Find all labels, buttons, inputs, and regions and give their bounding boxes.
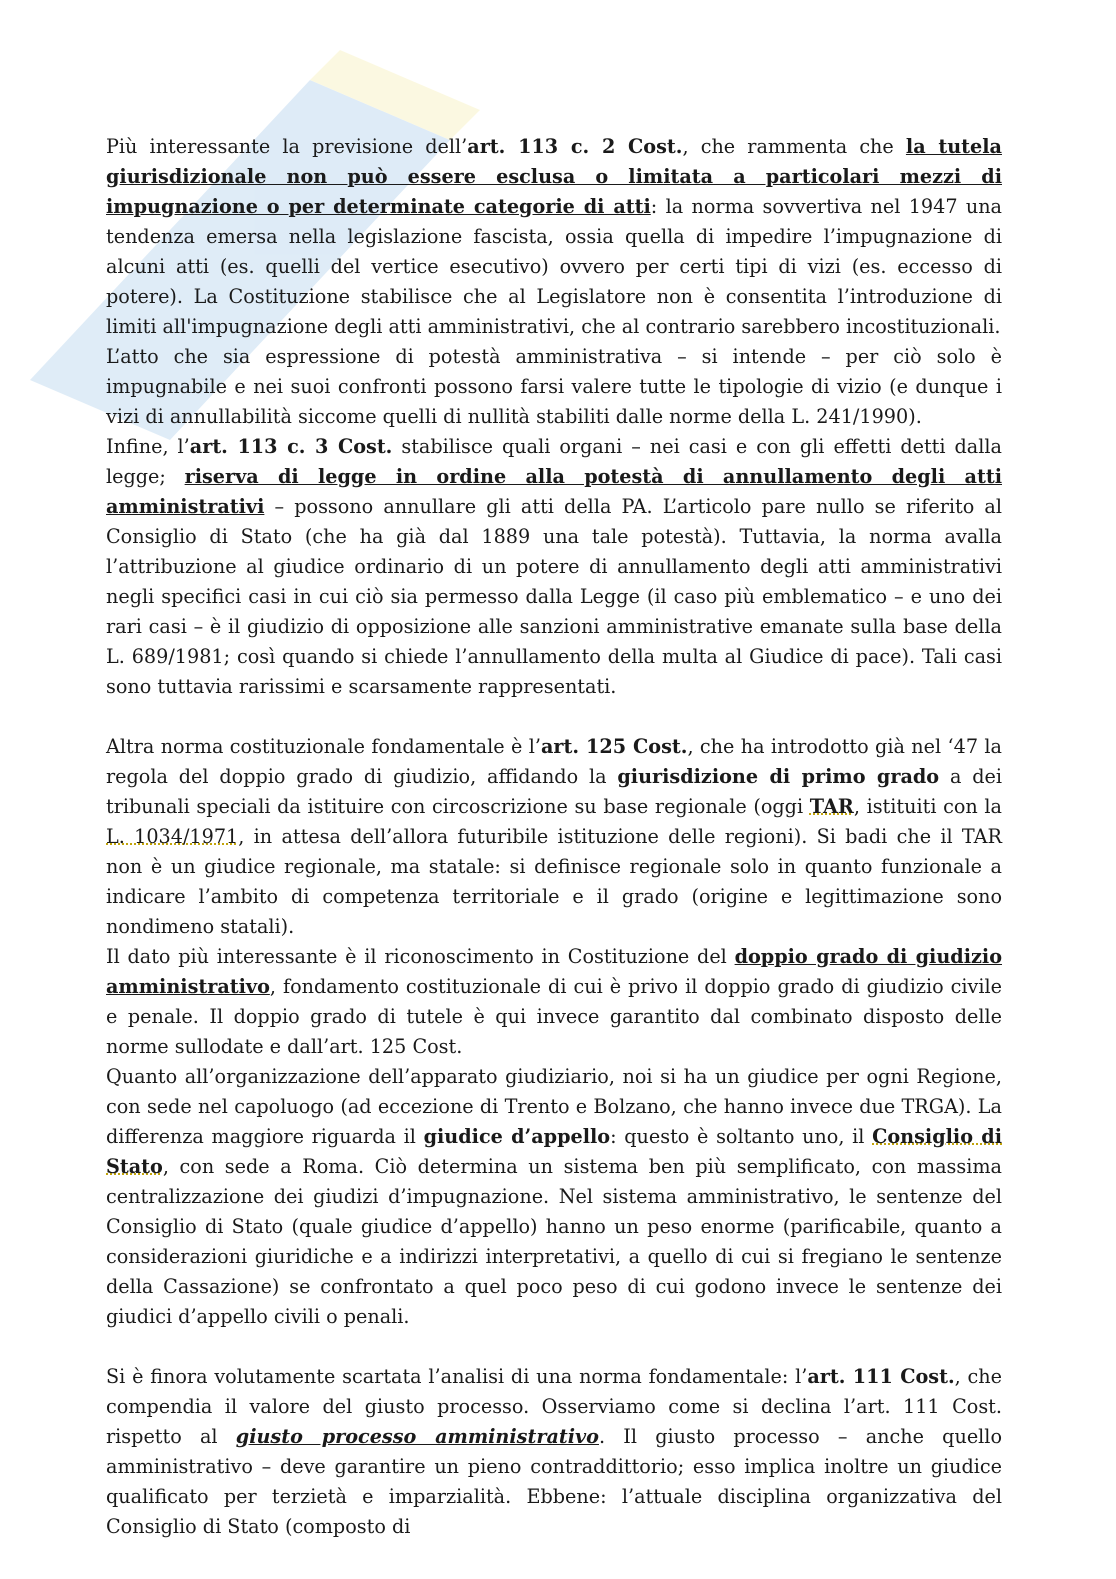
paragraph-4: Altra norma costituzionale fondamentale è l’art. 125 Cost., che ha introdotto già nel ‘47 la regola del doppio grado di giudizio, affidando la giurisdizione di primo grado a dei tribunali speciali da istituire con circoscrizione su base regionale (oggi TAR, istituiti con la L. 1034/1971, in attesa dell’allora futuribile istituzione delle regioni). Si badi che il TAR non è un giudice regionale, ma statale: si definisce regionale solo in quanto funzionale a indicare l’ambito di competenza territoriale e il grado (origine e legittimazione sono nondimeno statali). — [106, 735, 1002, 938]
paragraph-6: Quanto all’organizzazione dell’apparato giudiziario, noi si ha un giudice per ogni Regione, con sede nel capoluogo (ad eccezione di Trento e Bolzano, che hanno invece due TRGA). La differenza maggiore riguarda il giudice d’appello: questo è soltanto uno, il Consiglio di Stato, con sede a Roma. Ciò determina un sistema ben più semplificato, con massima centralizzazione dei giudizi d’impugnazione. Nel sistema amministrativo, le sentenze del Consiglio di Stato (quale giudice d’appello) hanno un peso enorme (parificabile, quanto a considerazioni giuridiche e a indirizzi interpretativi, a quello di cui si fregiano le sentenze della Cassazione) se confrontato a quel poco peso di cui godono invece le sentenze dei giudici d’appello civili o penali. — [106, 1065, 1002, 1328]
paragraph-7: Si è finora volutamente scartata l’analisi di una norma fondamentale: l’art. 111 Cost., che compendia il valore del giusto processo. Osserviamo come si declina l’art. 111 Cost. rispetto al giusto processo amministrativo. Il giusto processo – anche quello amministrativo – deve garantire un pieno contraddittorio; esso implica inoltre un giudice qualificato per terzietà e imparzialità. Ebbene: l’attuale disciplina organizzativa del Consiglio di Stato (composto di — [106, 1365, 1002, 1538]
paragraph-5: Il dato più interessante è il riconoscimento in Costituzione del doppio grado di giudizio amministrativo, fondamento costituzionale di cui è privo il doppio grado di giudizio civile e penale. Il doppio grado di tutele è qui invece garantito dal combinato disposto delle norme sullodate e dall’art. 125 Cost. — [106, 945, 1002, 1058]
paragraph-1: Più interessante la previsione dell’art. 113 c. 2 Cost., che rammenta che la tutela giurisdizionale non può essere esclusa o limitata a particolari mezzi di impugnazione o per determinate categorie di atti: la norma sovvertiva nel 1947 una tendenza emersa nella legislazione fascista, ossia quella di impedire l’impugnazione di alcuni atti (es. quelli del vertice esecutivo) ovvero per certi tipi di vizi (es. eccesso di potere). La Costituzione stabilisce che al Legislatore non è consentita l’introduzione di limiti all'impugnazione degli atti amministrativi, che al contrario sarebbero incostituzionali. — [106, 135, 1002, 338]
document-body — [106, 132, 1002, 1542]
watermark-accent — [310, 50, 480, 140]
paragraph-3: Infine, l’art. 113 c. 3 Cost. stabilisce quali organi – nei casi e con gli effetti detti dalla legge; riserva di legge in ordine alla potestà di annullamento degli atti amministrativi – possono annullare gli atti della PA. L’articolo pare nullo se riferito al Consiglio di Stato (che ha già dal 1889 una tale potestà). Tuttavia, la norma avalla l’attribuzione al giudice ordinario di un potere di annullamento degli atti amministrativi negli specifici casi in cui ciò sia permesso dalla Legge (il caso più emblematico – e uno dei rari casi – è il giudizio di opposizione alle sanzioni amministrative emanate sulla base della L. 689/1981; così quando si chiede l’annullamento della multa al Giudice di pace). Tali casi sono tuttavia rarissimi e scarsamente rappresentati. — [106, 435, 1002, 698]
paragraph-2: L’atto che sia espressione di potestà amministrativa – si intende – per ciò solo è impugnabile e nei suoi confronti possono farsi valere tutte le tipologie di vizio (e dunque i vizi di annullabilità siccome quelli di nullità stabiliti dalle norme della L. 241/1990). — [106, 345, 1002, 428]
